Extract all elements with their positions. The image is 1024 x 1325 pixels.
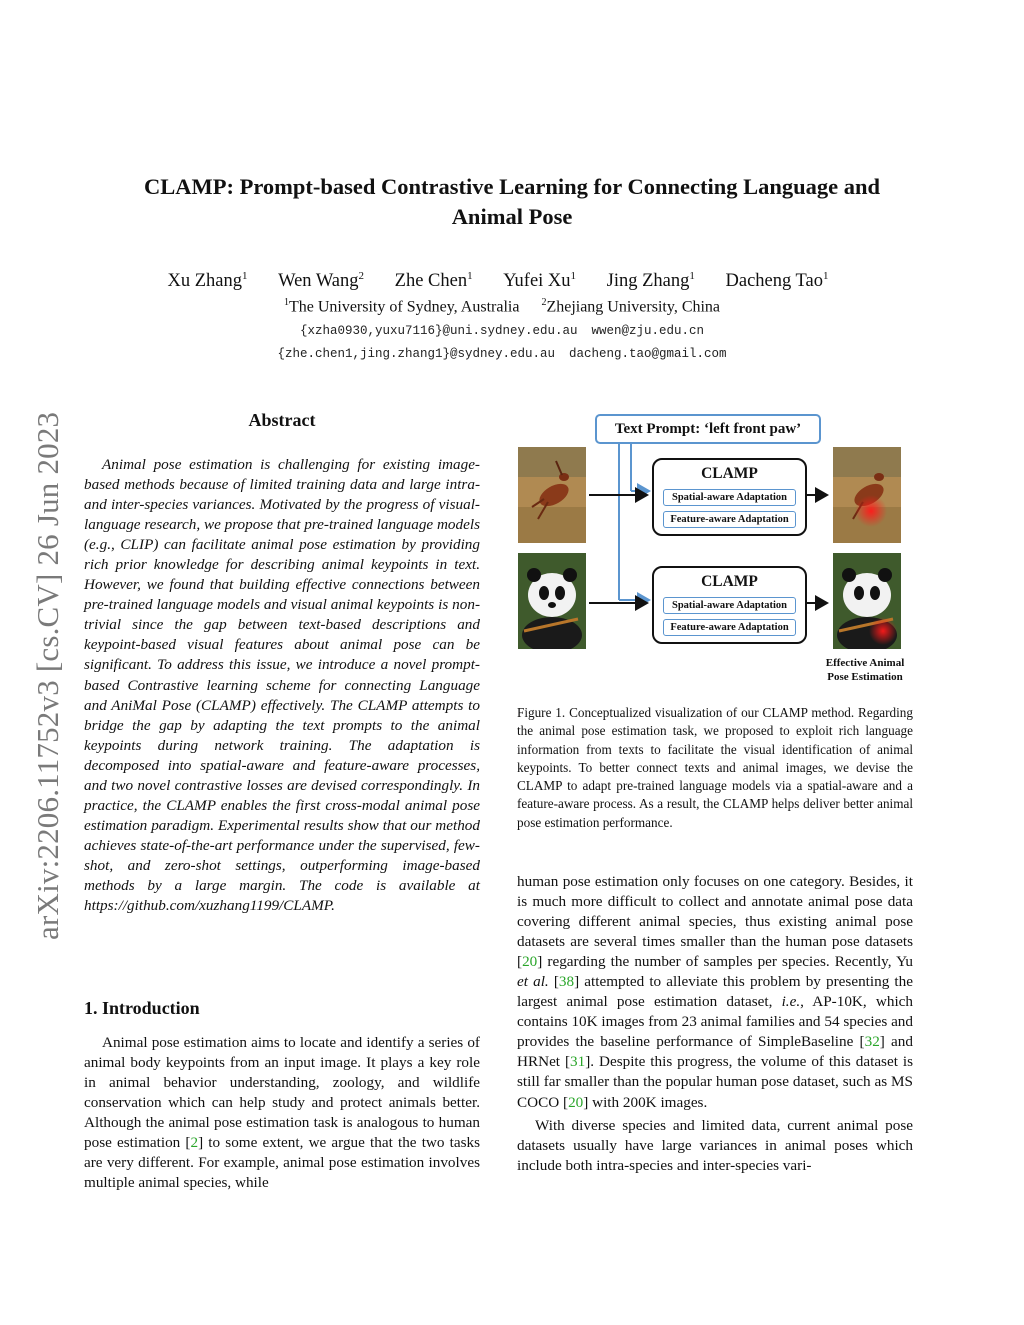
citation-link[interactable]: 20: [522, 953, 538, 971]
title-line-1: CLAMP: Prompt-based Contrastive Learning for Connecting Language and: [143, 174, 881, 199]
author: Dacheng Tao$^1$: [725, 270, 829, 292]
email-gmail: dacheng.tao@gmail.com: [569, 347, 727, 361]
clamp-label: CLAMP: [701, 465, 758, 482]
affiliation-sydney: The University of Sydney, Australia: [288, 298, 520, 316]
panda-input-image: [518, 553, 586, 649]
paper-title: [60, 172, 964, 232]
citation-link[interactable]: 2: [190, 1134, 199, 1152]
antelope-input-image: [518, 447, 586, 543]
citation-link[interactable]: 20: [568, 1093, 584, 1111]
clamp-module-top: [652, 458, 807, 536]
clamp-module-bottom: [652, 566, 807, 644]
feature-aware-adaptation: Feature-aware Adaptation: [663, 619, 796, 636]
author: Zhe Chen$^1$: [394, 270, 473, 292]
email-sydney-group: {xzha0930,yuxu7116}@uni.sydney.edu.au: [299, 324, 578, 338]
antelope-output-heatmap: [833, 447, 901, 543]
right-paragraph-1: human pose estimation only focuses on one category. Besides, it is much more difficult to collect and annotate animal pose data covering different animal species, thus existing animal pose datasets are several times smaller than the human pose datasets [20] regarding the number of samples per species. Recently, Yu et al. [38] attempted to alleviate this problem by presenting the largest animal pose estimation dataset, i.e., AP-10K, which contains 10K images from 23 animal families and 54 species and provides the baseline performance of SimpleBaseline [32] and HRNet [31]. Despite this progress, the volume of this dataset is still far smaller than the popular human pose dataset, such as MS COCO [20] with 200K images.: [517, 873, 914, 1111]
email-zju: wwen@zju.edu.cn: [591, 324, 705, 338]
introduction-body: [84, 1033, 480, 1193]
affiliations: $^1$The University of Sydney, Australia $^2$Zhejiang University, China: [283, 297, 721, 316]
effective-pose-label: Effective Animal Pose Estimation: [825, 657, 905, 683]
citation-link[interactable]: 31: [570, 1053, 586, 1071]
citation-link[interactable]: 32: [864, 1033, 880, 1051]
author: Jing Zhang$^1$: [606, 270, 695, 292]
title-line-2: Animal Pose: [451, 204, 573, 229]
author: Xu Zhang$^1$: [167, 270, 248, 292]
email-line-2: [60, 347, 944, 361]
email-line-1: [60, 324, 944, 338]
feature-aware-adaptation: Feature-aware Adaptation: [663, 511, 796, 528]
figure-1: [515, 410, 915, 692]
intro-paragraph: Animal pose estimation aims to locate and identify a series of animal body keypoints from an input image. It plays a key role in animal behavior understanding, zoology, and wildlife conservation which can help study and protect animals better. Although the animal pose estimation task is analogous to human pose estimation [2] to some extent, we argue that the two tasks are very different. For example, animal pose estimation involves multiple animal species, while: [84, 1034, 481, 1192]
right-column-text: [517, 872, 913, 1176]
author-list: [60, 270, 936, 292]
spatial-aware-adaptation: Spatial-aware Adaptation: [663, 597, 796, 614]
author: Yufei Xu$^1$: [503, 270, 577, 292]
panda-output-heatmap: [833, 553, 901, 649]
email-sydney-group-2: {zhe.chen1,jing.zhang1}@sydney.edu.au: [277, 347, 555, 361]
affiliation-zhejiang: Zhejiang University, China: [546, 298, 721, 316]
arxiv-identifier: arXiv:2206.11752v3 [cs.CV] 26 Jun 2023: [30, 411, 65, 940]
author: Wen Wang$^2$: [278, 270, 365, 292]
text-prompt-box: Text Prompt: ‘left front paw’: [595, 414, 821, 444]
citation-link[interactable]: 38: [558, 973, 575, 991]
abstract-body: Animal pose estimation is challenging for existing image-based methods because of limited training data and large intra- and inter-species variances. Motivated by the progress of visual-language research, we propose that pre-trained language models (e.g., CLIP) can facilitate animal pose estimation by providing rich prior knowledge for describing animal keypoints in text. However, we found that building effective connections between pre-trained language models and visual animal keypoints is non-trivial since the gap between text-based descriptions and keypoint-based visual features about animal pose can be significant. To address this issue, we introduce a novel prompt-based Contrastive learning scheme for connecting Language and AniMal Pose (CLAMP) effectively. The CLAMP attempts to bridge the gap by adapting the text prompts to the animal keypoints during network training. The adaptation is decomposed into spatial-aware and feature-aware processes, and two novel contrastive losses are devised correspondingly. In practice, the CLAMP enables the first cross-modal animal pose estimation paradigm. Experimental results show that our method achieves state-of-the-art performance under the supervised, few-shot, and zero-shot settings, outperforming image-based methods by a large margin. The code is available at https://github.com/xuzhang1199/CLAMP.: [84, 456, 480, 915]
spatial-aware-adaptation: Spatial-aware Adaptation: [663, 489, 796, 506]
figure-caption: Figure 1. Conceptualized visualization of our CLAMP method. Regarding the animal pose estimation task, we proposed to exploit rich language information from texts to facilitate the visual identification of animal keypoints. To better connect texts and animal images, we devise the CLAMP to adapt pre-trained language models via a spatial-aware and a feature-aware process. As a result, the CLAMP helps deliver better animal pose estimation performance.: [517, 705, 913, 830]
introduction-heading: 1. Introduction: [84, 998, 200, 1018]
right-paragraph-2: With diverse species and limited data, current animal pose datasets usually have large variances in animal poses which include both intra-species and inter-species vari-: [517, 1116, 913, 1174]
clamp-label: CLAMP: [701, 573, 758, 590]
abstract-heading: Abstract: [248, 410, 316, 430]
